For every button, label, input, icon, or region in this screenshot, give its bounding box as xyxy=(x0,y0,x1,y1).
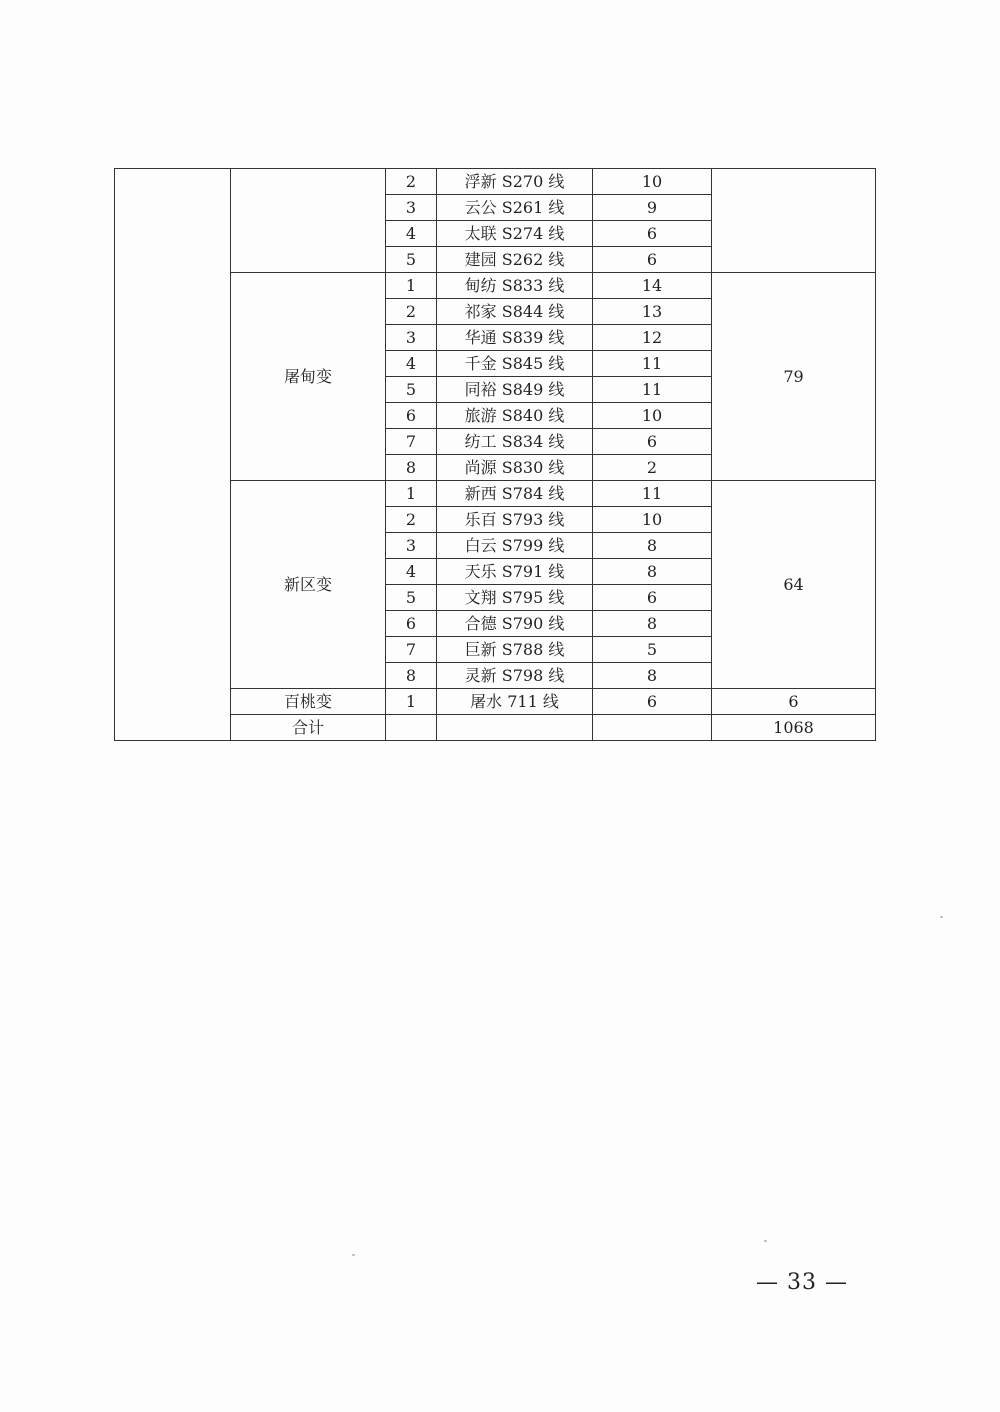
empty-cell xyxy=(593,715,712,741)
line-count: 14 xyxy=(593,273,712,299)
row-number: 1 xyxy=(386,273,437,299)
line-name: 浮新 S270 线 xyxy=(437,169,593,195)
row-number: 5 xyxy=(386,247,437,273)
empty-cell xyxy=(386,715,437,741)
line-name: 千金 S845 线 xyxy=(437,351,593,377)
line-name: 合德 S790 线 xyxy=(437,611,593,637)
line-count: 10 xyxy=(593,403,712,429)
row-number: 4 xyxy=(386,559,437,585)
row-number: 8 xyxy=(386,663,437,689)
line-name: 祁家 S844 线 xyxy=(437,299,593,325)
line-name: 屠水 711 线 xyxy=(437,689,593,715)
line-name: 同裕 S849 线 xyxy=(437,377,593,403)
line-count: 5 xyxy=(593,637,712,663)
line-name: 甸纺 S833 线 xyxy=(437,273,593,299)
line-name: 纺工 S834 线 xyxy=(437,429,593,455)
scan-speck xyxy=(352,1254,355,1256)
row-number: 2 xyxy=(386,169,437,195)
line-count: 8 xyxy=(593,611,712,637)
row-number: 4 xyxy=(386,221,437,247)
row-number: 2 xyxy=(386,299,437,325)
line-name: 新西 S784 线 xyxy=(437,481,593,507)
row-number: 4 xyxy=(386,351,437,377)
line-name: 乐百 S793 线 xyxy=(437,507,593,533)
line-name: 尚源 S830 线 xyxy=(437,455,593,481)
line-count: 11 xyxy=(593,481,712,507)
row-number: 5 xyxy=(386,377,437,403)
row-number: 1 xyxy=(386,481,437,507)
scan-speck xyxy=(940,916,943,918)
line-count: 6 xyxy=(593,429,712,455)
line-name: 建园 S262 线 xyxy=(437,247,593,273)
row-number: 7 xyxy=(386,429,437,455)
station-cell xyxy=(231,169,386,273)
row-number: 6 xyxy=(386,403,437,429)
station-total: 6 xyxy=(712,689,876,715)
row-number: 8 xyxy=(386,455,437,481)
row-number: 5 xyxy=(386,585,437,611)
line-name: 太联 S274 线 xyxy=(437,221,593,247)
station-total: 79 xyxy=(712,273,876,481)
line-count: 11 xyxy=(593,351,712,377)
station-name: 百桃变 xyxy=(231,689,386,715)
line-count: 10 xyxy=(593,169,712,195)
station-name: 屠甸变 xyxy=(231,273,386,481)
empty-cell xyxy=(437,715,593,741)
total-label: 合计 xyxy=(231,715,386,741)
row-number: 1 xyxy=(386,689,437,715)
line-count: 10 xyxy=(593,507,712,533)
line-count: 8 xyxy=(593,533,712,559)
data-table xyxy=(114,168,876,741)
row-number: 6 xyxy=(386,611,437,637)
total-count: 1068 xyxy=(712,715,876,741)
line-name: 云公 S261 线 xyxy=(437,195,593,221)
line-name: 旅游 S840 线 xyxy=(437,403,593,429)
line-count: 8 xyxy=(593,559,712,585)
table-row xyxy=(115,169,876,195)
row-number: 3 xyxy=(386,325,437,351)
scan-speck xyxy=(764,1240,767,1242)
row-number: 3 xyxy=(386,195,437,221)
row-number: 2 xyxy=(386,507,437,533)
line-count: 9 xyxy=(593,195,712,221)
line-count: 8 xyxy=(593,663,712,689)
line-count: 6 xyxy=(593,585,712,611)
line-name: 华通 S839 线 xyxy=(437,325,593,351)
region-cell xyxy=(115,169,231,741)
station-total: 64 xyxy=(712,481,876,689)
line-count: 2 xyxy=(593,455,712,481)
page-number: — 33 — xyxy=(756,1270,848,1295)
line-count: 6 xyxy=(593,247,712,273)
row-number: 7 xyxy=(386,637,437,663)
line-count: 6 xyxy=(593,221,712,247)
line-count: 11 xyxy=(593,377,712,403)
station-total xyxy=(712,169,876,273)
line-name: 文翔 S795 线 xyxy=(437,585,593,611)
line-count: 13 xyxy=(593,299,712,325)
line-count: 6 xyxy=(593,689,712,715)
line-count: 12 xyxy=(593,325,712,351)
line-name: 天乐 S791 线 xyxy=(437,559,593,585)
line-name: 灵新 S798 线 xyxy=(437,663,593,689)
line-name: 巨新 S788 线 xyxy=(437,637,593,663)
station-name: 新区变 xyxy=(231,481,386,689)
line-name: 白云 S799 线 xyxy=(437,533,593,559)
row-number: 3 xyxy=(386,533,437,559)
